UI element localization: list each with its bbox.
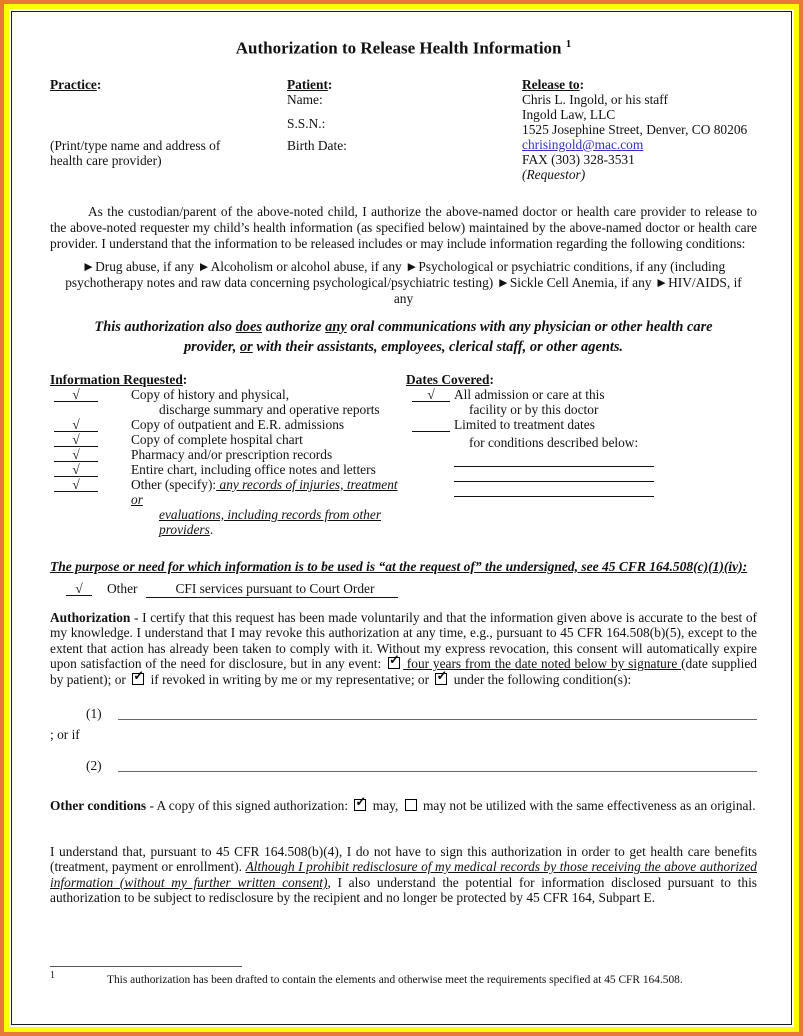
check-mark[interactable]: √ [54, 477, 98, 492]
checklist-section [50, 372, 757, 537]
title-text: Authorization to Release Health Information [235, 38, 562, 58]
purpose-section: The purpose or need for which information is to be used is “at the request of” the undersigned, see 45 CFR 164.508(c)(1)(iv): [50, 558, 748, 574]
page-title [50, 38, 757, 59]
condition-line-1: (1) [50, 706, 757, 722]
purpose-other-value[interactable]: CFI services pursuant to Court Order [146, 581, 398, 598]
yellow-frame [4, 4, 799, 1032]
checklist-item: √ Pharmacy and/or prescription records [50, 447, 406, 462]
check-mark[interactable]: √ [66, 581, 92, 596]
checkbox-unchecked-icon[interactable] [405, 799, 417, 811]
checkbox-checked-icon[interactable]: ✓ [133, 668, 145, 684]
condition-line-2: (2) [50, 758, 757, 774]
release-to-address: 1525 Josephine Street, Denver, CO 80206 [522, 121, 748, 137]
purpose-other-row: √ Other CFI services pursuant to Court Order [50, 581, 757, 598]
blank-check-mark[interactable] [412, 417, 450, 432]
patient-name-label: Name: [287, 91, 323, 107]
closing-paragraph: I understand that, pursuant to 45 CFR 164.508(b)(4), I do not have to sign this authorization in order to get health care benefits (treatment, payment or enrollment). Although I prohibit redisclosure of my medical records by those receiving the above authorized information (without my further written consent), I also understand the potential for information disclosed pursuant to this authorization to be subject to redisclosure by the recipient and no longer be protected by 45 CFR 164, Subpart E. [50, 843, 757, 906]
information-requested-column [50, 372, 406, 537]
release-to-name: Chris L. Ingold, or his staff [522, 91, 668, 107]
release-to-column [522, 77, 757, 182]
checklist-item-other: √ Other (specify): any records of injuries, treatment or [50, 477, 406, 507]
check-mark[interactable]: √ [54, 447, 98, 462]
patient-birthdate-label: Birth Date: [287, 137, 347, 153]
dates-item-all-admission: √ All admission or care at this [406, 387, 757, 402]
dates-covered-column: Dates Covered: √ All admission or care at this facility or by this doctor Limited to treatment dates for conditions described below: [406, 372, 757, 537]
check-mark[interactable]: √ [54, 387, 98, 402]
footnote-divider [50, 966, 242, 967]
dates-covered-heading: Dates Covered: [406, 371, 494, 387]
release-to-heading: Release to: [522, 76, 585, 92]
blank-line[interactable] [454, 467, 654, 482]
document-page [11, 11, 792, 1025]
information-requested-heading: Information Requested: [50, 371, 188, 387]
header-columns [50, 77, 757, 182]
conditions-bullet-list: ►Drug abuse, if any ►Alcoholism or alcohol abuse, if any ►Psychological or psychiatric conditions, if any (including psychotherapy notes and raw data concerning psychological/psychiatric testing) ►Sickle Cell Anemia, if any ►HIV/AIDS, if any [65, 258, 742, 306]
checkbox-checked-icon[interactable]: ✓ [436, 668, 448, 684]
check-mark[interactable]: √ [54, 432, 98, 447]
intro-paragraph: As the custodian/parent of the above-noted child, I authorize the above-named doctor or health care provider to release to the above-noted requester my child’s health information (as specified below) maintained by the above-named doctor or health care provider. I understand that the information to be released includes or may include information regarding the following conditions: [50, 203, 757, 251]
authorization-paragraph: Authorization - I certify that this request has been made voluntarily and that the information given above is accurate to the best of my knowledge. I understand that I may revoke this authorization at any time, e.g., pursuant to 45 CFR 164.508(b)(5), except to the extent that action has already been taken to comply with it. Without my express revocation, this consent will automatically expire upon satisfaction of the need for disclosure, but in any event: ✓ four years from the date noted below by signature (date supplied by patient); or ✓ if revoked in writing by me or my representative; or ✓ under the following condition(s): [50, 609, 757, 688]
release-to-fax: FAX (303) 328-3531 [522, 151, 635, 167]
title-footnote-ref: 1 [565, 38, 572, 50]
other-specify-value-continuation: evaluations, including records from other providers. [159, 506, 382, 537]
blank-line[interactable] [118, 758, 757, 772]
checklist-item: √ Copy of history and physical, [50, 387, 406, 402]
practice-column [50, 77, 287, 182]
release-to-firm: Ingold Law, LLC [522, 106, 616, 122]
blank-line[interactable] [454, 452, 654, 467]
checklist-item-continuation: discharge summary and operative reports [159, 401, 380, 417]
practice-caption: (Print/type name and address of health care provider) [50, 137, 221, 168]
checklist-item: √ Copy of outpatient and E.R. admissions [50, 417, 406, 432]
requestor-note: (Requestor) [522, 166, 586, 182]
email-link[interactable]: chrisingold@mac.com [522, 136, 644, 152]
check-mark[interactable]: √ [412, 387, 450, 402]
checkbox-checked-icon[interactable]: ✓ [355, 793, 367, 809]
footnote-text: This authorization has been drafted to contain the elements and otherwise meet the requirements specified at 45 CFR 164.508. [107, 974, 683, 986]
check-mark[interactable]: √ [54, 417, 98, 432]
checklist-item: √ Copy of complete hospital chart [50, 432, 406, 447]
blank-line[interactable] [454, 482, 654, 497]
patient-ssn-label: S.S.N.: [287, 115, 326, 131]
dates-item-limited: Limited to treatment dates [406, 417, 757, 435]
oral-communications-statement: This authorization also does authorize any oral communications with any physician or other health care provider, or with their assistants, employees, clerical staff, or other agents. [94, 318, 713, 355]
patient-heading: Patient: [287, 76, 333, 92]
checklist-item: √ Entire chart, including office notes and letters [50, 462, 406, 477]
patient-column [287, 77, 522, 182]
practice-heading: Practice: [50, 76, 102, 92]
checkbox-checked-icon[interactable]: ✓ [389, 652, 400, 668]
footnote-number: 1 [50, 970, 55, 982]
other-specify-value[interactable]: any records of injuries, treatment or [131, 476, 398, 507]
footnote [50, 966, 757, 1024]
check-mark[interactable]: √ [54, 462, 98, 477]
frame-gap [9, 9, 794, 1027]
or-if-text: ; or if [50, 726, 80, 742]
other-conditions-paragraph: Other conditions - A copy of this signed authorization: ✓ may, may not be utilized with the same effectiveness as an original. [50, 793, 756, 813]
blank-line[interactable] [118, 706, 757, 720]
